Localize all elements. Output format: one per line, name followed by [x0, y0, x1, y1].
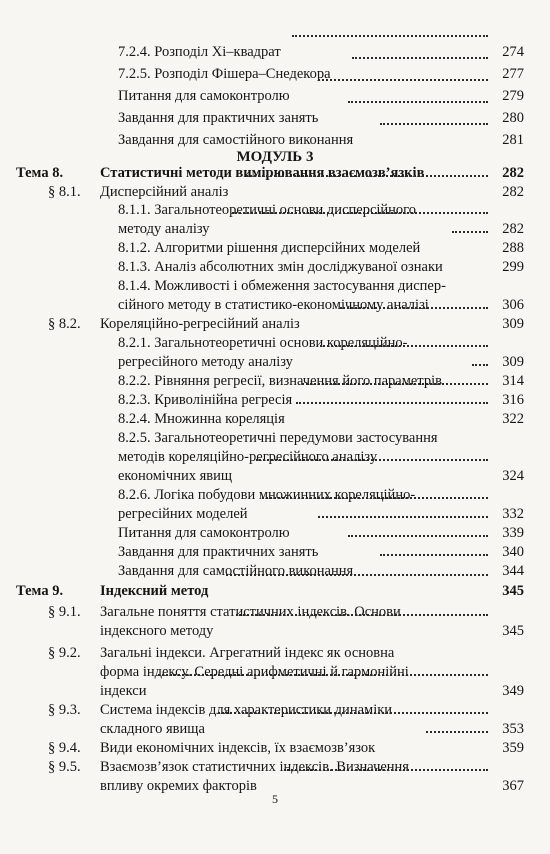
- toc-page-number: 316: [502, 392, 524, 408]
- toc-page-number: 339: [502, 525, 524, 541]
- toc-entry-text: впливу окремих факторів: [100, 778, 257, 794]
- leader-dots: [296, 401, 488, 404]
- leader-dots: [256, 458, 488, 461]
- toc-entry-text: 7.2.4. Розподіл Хі–квадрат: [118, 44, 281, 60]
- toc-entry-text: Питання для самоконтролю: [118, 88, 290, 104]
- toc-entry-text: 8.2.6. Логіка побудови множинних кореляційно-: [118, 487, 416, 503]
- toc-page-number: 353: [502, 721, 524, 737]
- toc-page-number: 274: [502, 44, 524, 60]
- toc-entry-text: складного явища: [100, 721, 205, 737]
- leader-dots: [158, 673, 488, 676]
- section-label: § 9.1.: [48, 604, 81, 620]
- leader-dots: [318, 515, 488, 518]
- leader-dots: [284, 768, 488, 771]
- leader-dots: [236, 613, 488, 616]
- module-title: МОДУЛЬ 3: [236, 149, 314, 165]
- toc-page-number: 306: [502, 297, 524, 313]
- toc-page-number: 345: [502, 623, 524, 639]
- leader-dots: [348, 100, 488, 103]
- toc-page-number: 344: [502, 563, 524, 579]
- toc-page-number: 299: [502, 259, 524, 275]
- toc-page-number: 277: [502, 66, 524, 82]
- toc-entry-text: 8.1.1. Загальнотеоретичні основи дисперсійного: [118, 202, 417, 218]
- toc-page-number: 309: [502, 354, 524, 370]
- toc-page-number: 282: [502, 165, 524, 181]
- toc-entry-text: індекси: [100, 683, 147, 699]
- toc-page-number: 332: [502, 506, 524, 522]
- leader-dots: [380, 122, 488, 125]
- toc-page-number: 282: [502, 221, 524, 237]
- toc-entry-text: 7.2.5. Розподіл Фішера–Снедекора: [118, 66, 331, 82]
- toc-page-number: 349: [502, 683, 524, 699]
- section-label: § 8.2.: [48, 316, 81, 332]
- toc-entry-text: Загальні індекси. Агрегатний індекс як основна: [100, 645, 395, 661]
- toc-page-number: 282: [502, 184, 524, 200]
- leader-dots: [218, 711, 488, 714]
- topic-title: Індексний метод: [100, 583, 209, 599]
- leader-dots: [352, 56, 488, 59]
- toc-entry-text: Завдання для самостійного виконання: [118, 563, 354, 579]
- toc-page-number: 340: [502, 544, 524, 560]
- toc-entry-text: 8.2.5. Загальнотеоретичні передумови застосування: [118, 430, 438, 446]
- toc-entry-text: регресійних моделей: [118, 506, 248, 522]
- leader-dots: [302, 382, 488, 385]
- toc-entry-text: Завдання для практичних занять: [118, 110, 319, 126]
- toc-page-number: 314: [502, 373, 524, 389]
- toc-entry-text: методу аналізу: [118, 221, 210, 237]
- section-label: § 9.2.: [48, 645, 81, 661]
- leader-dots: [426, 730, 488, 733]
- toc-entry-text: регресійного методу аналізу: [118, 354, 293, 370]
- toc-page-number: 288: [502, 240, 524, 256]
- toc-entry-text: форма індексу. Середні арифметичні й гармонійні: [100, 664, 409, 680]
- section-label: § 9.5.: [48, 759, 81, 775]
- leader-dots: [340, 306, 488, 309]
- topic-label: Тема 9.: [16, 583, 64, 599]
- toc-entry-text: 8.1.2. Алгоритми рішення дисперсійних моделей: [118, 240, 421, 256]
- toc-page-number: 367: [502, 778, 524, 794]
- toc-page-number: 359: [502, 740, 524, 756]
- toc-entry-text: Види економічних індексів, їх взаємозв’язок: [100, 740, 376, 756]
- leader-dots: [380, 553, 488, 556]
- toc-entry-text: Загальне поняття статистичних індексів. Основи: [100, 604, 401, 620]
- leader-dots: [262, 496, 488, 499]
- leader-dots: [320, 344, 488, 347]
- topic-title: Статистичні методи вимірювання взаємозв’язків: [100, 165, 425, 181]
- leader-dots: [246, 174, 488, 177]
- toc-entry-text: 8.2.2. Рівняння регресії, визначення його параметрів: [118, 373, 442, 389]
- leader-dots: [348, 534, 488, 537]
- topic-label: Тема 8.: [16, 165, 64, 181]
- toc-page-number: 324: [502, 468, 524, 484]
- toc-entry-text: 8.1.4. Можливості і обмеження застосування диспер-: [118, 278, 446, 294]
- toc-page-number: 280: [502, 110, 524, 126]
- toc-entry-text: Завдання для практичних занять: [118, 544, 319, 560]
- toc-entry-text: 8.2.3. Криволінійна регресія: [118, 392, 293, 408]
- toc-entry-text: 8.1.3. Аналіз абсолютних змін досліджуваної ознаки: [118, 259, 443, 275]
- toc-entry-text: Завдання для самостійного виконання: [118, 132, 354, 148]
- toc-page-number: 281: [502, 132, 524, 148]
- toc-entry-text: економічних явищ: [118, 468, 233, 484]
- section-label: § 9.4.: [48, 740, 81, 756]
- leader-dots: [226, 573, 488, 576]
- section-label: § 9.3.: [48, 702, 81, 718]
- toc-page-number: 345: [502, 583, 524, 599]
- toc-entry-text: 8.2.1. Загальнотеоретичні основи кореляційно-: [118, 335, 408, 351]
- toc-entry-text: Взаємозв’язок статистичних індексів. Визначення: [100, 759, 409, 775]
- toc-page-number: 279: [502, 88, 524, 104]
- toc-entry-text: Питання для самоконтролю: [118, 525, 290, 541]
- leader-dots: [232, 211, 488, 214]
- toc-entry-text: 8.2.4. Множинна кореляція: [118, 411, 285, 427]
- toc-entry-text: Кореляційно-регресійний аналіз: [100, 316, 300, 332]
- toc-entry-text: методів кореляційно-регресійного аналізу: [118, 449, 378, 465]
- page-number: 5: [272, 792, 278, 806]
- toc-page-number: 309: [502, 316, 524, 332]
- leader-dots: [472, 363, 488, 366]
- toc-entry-text: Система індексів для характеристики динаміки: [100, 702, 393, 718]
- toc-entry-text: Дисперсійний аналіз: [100, 184, 229, 200]
- section-label: § 8.1.: [48, 184, 81, 200]
- leader-dots: [452, 230, 488, 233]
- toc-page-number: 322: [502, 411, 524, 427]
- leader-dots: [292, 34, 488, 37]
- toc-entry-text: індексного методу: [100, 623, 214, 639]
- leader-dots: [318, 78, 488, 81]
- toc-entry-text: сійного методу в статистико-економічному аналізі: [118, 297, 429, 313]
